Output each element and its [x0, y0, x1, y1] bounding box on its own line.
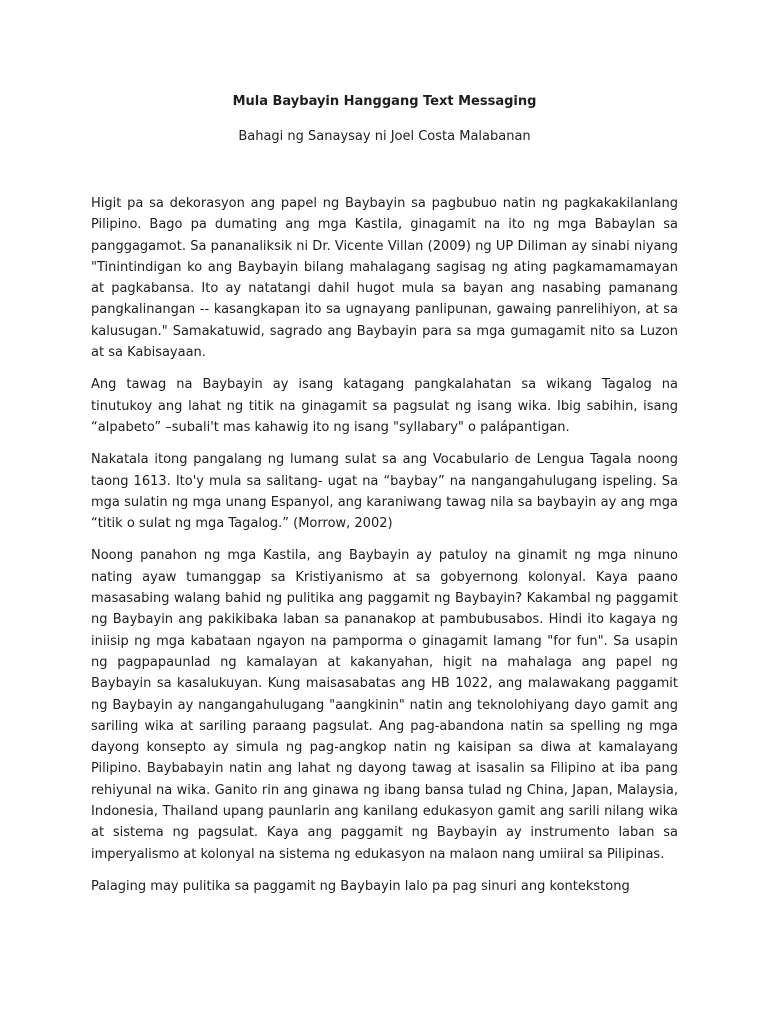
document-page	[91, 92, 678, 908]
paragraph-2: Ang tawag na Baybayin ay isang katagang pangkalahatan sa wikang Tagalog na tinutukoy ang lahat ng titik na ginagamit sa pagsulat ng isang wika. Ibig sabihin, isang “alpabeto” –subali't mas kahawig ito ng isang "syllabary" o palápantigan.	[91, 377, 678, 435]
document-title: Mula Baybayin Hanggang Text Messaging	[232, 94, 537, 109]
document-subtitle: Bahagi ng Sanaysay ni Joel Costa Malabanan	[238, 129, 531, 144]
paragraph-5: Palaging may pulitika sa paggamit ng Baybayin lalo pa pag sinuri ang kontekstong	[91, 878, 630, 894]
paragraph-1: Higit pa sa dekorasyon ang papel ng Baybayin sa pagbubuo natin ng pagkakakilanlang Pilipino. Bago pa dumating ang mga Kastila, ginagamit na ito ng mga Babaylan sa panggagamot. Sa pananaliksik ni Dr. Vicente Villan (2009) ng UP Diliman ay sinabi niyang "Tinintindigan ko ang Baybayin bilang mahalagang sagisag ng ating pagkamamamayan at pagkabansa. Ito ay natatangi dahil hugot mula sa bayan ang nasabing pamanang pangkalinangan -- kasangkapan ito sa ugnayang panlipunan, gawaing panrelihiyon, at sa kalusugan." Samakatuwid, sagrado ang Baybayin para sa mga gumagamit nito sa Luzon at sa Kabisayaan.	[91, 196, 678, 361]
document-body	[91, 193, 678, 897]
paragraph-3: Nakatala itong pangalang ng lumang sulat sa ang Vocabulario de Lengua Tagala noong taong 1613. Ito'y mula sa salitang- ugat na “baybay” na nangangahulugang ispeling. Sa mga sulatin ng mga unang Espanyol, ang karaniwang tawag nila sa baybayin ay ang mga “titik o sulat ng mga Tagalog.” (Morrow, 2002)	[91, 452, 678, 532]
paragraph-4: Noong panahon ng mga Kastila, ang Baybayin ay patuloy na ginamit ng mga ninuno nating ayaw tumanggap sa Kristiyanismo at sa gobyernong kolonyal. Kaya paano masasabing walang bahid ng pulitika ang paggamit ng Baybayin? Kakambal ng paggamit ng Baybayin ang pakikibaka laban sa pananakop at pambubusabos. Hindi ito kagaya ng iniisip ng mga kabataan ngayon na pamporma o ginagamit lamang "for fun". Sa usapin ng pagpapaunlad ng kamalayan at kakanyahan, higit na mahalaga ang papel ng Baybayin sa kasalukuyan. Kung maisasabatas ang HB 1022, ang malawakang paggamit ng Baybayin ay nangangahulugang "aangkinin" natin ang teknolohiyang dayo gamit ang sariling wika at sariling paraang pagsulat. Ang pag-abandona natin sa spelling ng mga dayong konsepto ay simula ng pag-angkop natin ng kaisipan sa diwa at kamalayang Pilipino. Baybabayin natin ang lahat ng dayong tawag at isasalin sa Filipino at iba pang rehiyunal na wika. Ganito rin ang ginawa ng ibang bansa tulad ng China, Japan, Malaysia, Indonesia, Thailand upang paunlarin ang kanilang edukasyon gamit ang sarili nilang wika at sistema ng pagsulat. Kaya ang paggamit ng Baybayin ay instrumento laban sa imperyalismo at kolonyal na sistema ng edukasyon na malaon nang umiiral sa Pilipinas.	[91, 548, 678, 862]
